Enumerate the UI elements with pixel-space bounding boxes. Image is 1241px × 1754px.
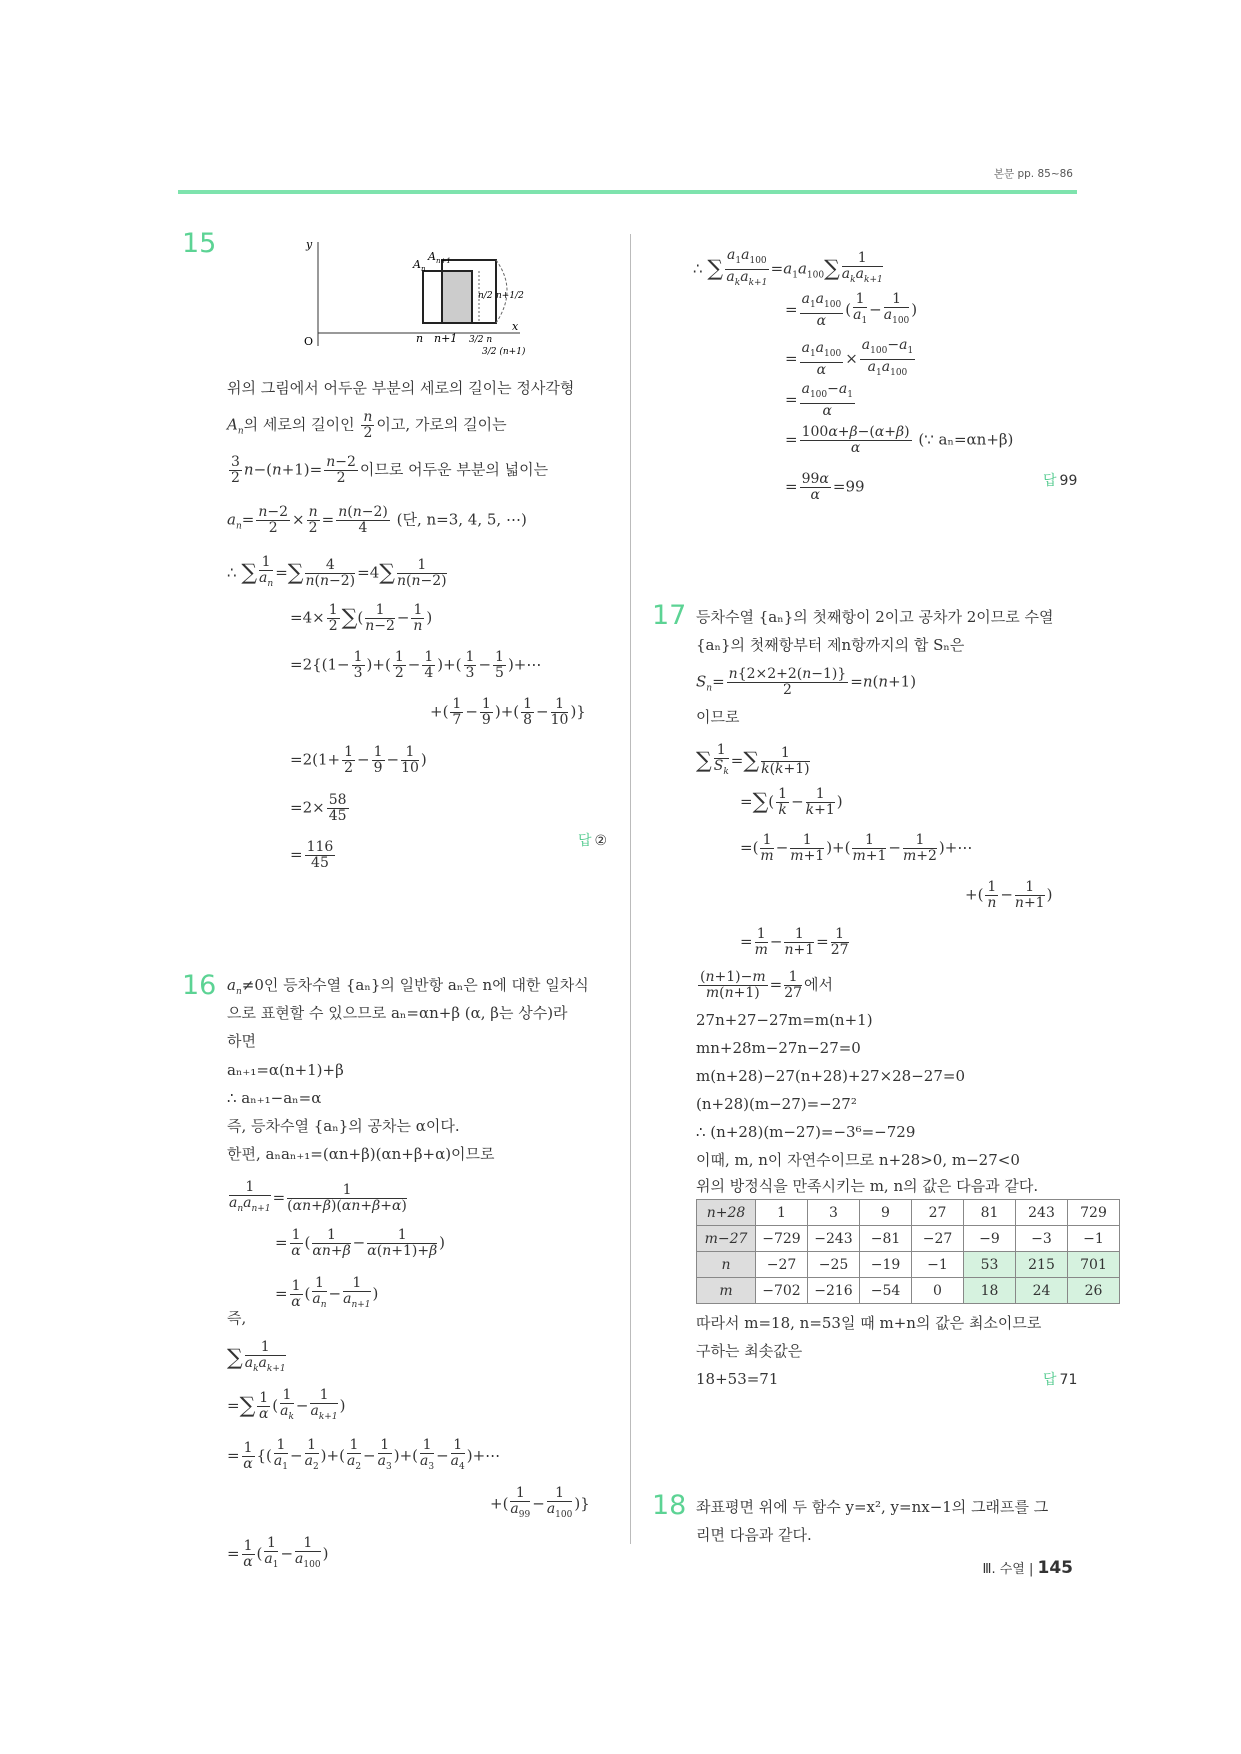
table-cell: −1 bbox=[1068, 1226, 1120, 1252]
page-footer: Ⅲ. 수열 | 145 bbox=[982, 1558, 1073, 1578]
table-cell: 9 bbox=[860, 1200, 912, 1226]
label-A2-sub: n+1 bbox=[436, 257, 451, 265]
q17-eq1: 27n+27−27m=m(n+1) bbox=[696, 1011, 873, 1029]
q17-eq3: m(n+28)−27(n+28)+27×28−27=0 bbox=[696, 1067, 965, 1085]
q16-line2: 으로 표현할 수 있으므로 aₙ=αn+β (α, β는 상수)라 bbox=[227, 1004, 568, 1022]
table-cell: −702 bbox=[756, 1278, 808, 1304]
q16-eq4: ∑ 1 $a_ka_{k+1}$ bbox=[227, 1339, 286, 1374]
table-cell: 0 bbox=[912, 1278, 964, 1304]
question-number-17: 17 bbox=[652, 600, 687, 631]
q15-line1: 위의 그림에서 어두운 부분의 세로의 길이는 정사각형 bbox=[227, 379, 575, 397]
label-n1: n+1 bbox=[434, 332, 458, 345]
label-3-2n1: 3/2 (n+1) bbox=[482, 347, 526, 357]
q16-eq2: = $\frac{1}{\alpha}$ ( $\frac{1}{\alpha n+\beta}$ − $\frac{1}{\alpha(n+1)+\beta}$ ) bbox=[275, 1227, 446, 1259]
q17-concl3: 18+53=71 bbox=[696, 1370, 779, 1388]
q17-answer: 답 71 bbox=[1043, 1372, 1078, 1388]
q16-line7: 한편, aₙaₙ₊₁=(αn+β)(αn+β+α)이므로 bbox=[227, 1145, 495, 1163]
table-cell: −1 bbox=[912, 1252, 964, 1278]
table-cell: 81 bbox=[964, 1200, 1016, 1226]
table-cell: −25 bbox=[808, 1252, 860, 1278]
q17-sn: $S_n=$ $\frac{n\{2\times 2+2(n-1)\}}{2}$ =n(n+1) bbox=[696, 666, 917, 698]
label-3-2n: 3/2 n bbox=[469, 335, 493, 345]
table-cell: −81 bbox=[860, 1226, 912, 1252]
q15-sum1: ∴ ∑ $\frac{1}{a_n}$ =∑ $\frac{4}{n(n-2)}$ =4∑ $\frac{1}{n(n-2)}$ bbox=[227, 554, 447, 589]
table-cell: 243 bbox=[1016, 1200, 1068, 1226]
table-cell: 729 bbox=[1068, 1200, 1120, 1226]
table-cell: 215 bbox=[1016, 1252, 1068, 1278]
q15-sum6: =2× $\frac{58}{45}$ bbox=[290, 792, 347, 824]
q17-line2: {aₙ}의 첫째항부터 제n항까지의 합 Sₙ은 bbox=[696, 636, 965, 654]
table-cell: −9 bbox=[964, 1226, 1016, 1252]
table-cell: 26 bbox=[1068, 1278, 1120, 1304]
q16-eq8: = $\frac{1}{\alpha}$ ( $\frac{1}{a_1}$ − $\frac{1}{a_{100}}$ ) bbox=[227, 1535, 329, 1570]
table-cell: n bbox=[697, 1252, 756, 1278]
table-cell: −729 bbox=[756, 1226, 808, 1252]
label-n1-half: n+1/2 bbox=[496, 291, 524, 301]
q17-solution-table bbox=[696, 1199, 1120, 1304]
question-number-18: 18 bbox=[652, 1490, 687, 1521]
header-rule bbox=[178, 190, 1077, 194]
q17-eq5: ∴ (n+28)(m−27)=−3⁶=−729 bbox=[696, 1123, 916, 1141]
q17-sum2: =∑( $\frac{1}{k}$ − $\frac{1}{k+1}$ ) bbox=[740, 786, 843, 818]
q15-figure bbox=[290, 238, 570, 358]
q16r-eq3: = $\frac{a_1a_{100}}{\alpha}$ × $\frac{a_{100}-a_1}{a_1a_{100}}$ bbox=[785, 337, 914, 378]
table-cell: −3 bbox=[1016, 1226, 1068, 1252]
q15-line2: $A_n$의 세로의 길이인 $\frac{n}{2}$ 이고, 가로의 길이는 bbox=[227, 409, 507, 441]
q17-concl1: 따라서 m=18, n=53일 때 m+n의 값은 최소이므로 bbox=[696, 1314, 1042, 1332]
q16-eq3: = $\frac{1}{\alpha}$ ( $\frac{1}{a_n}$ − $\frac{1}{a_{n+1}}$ ) bbox=[275, 1275, 379, 1310]
label-n-half: n/2 bbox=[478, 291, 493, 301]
label-A: A bbox=[413, 258, 421, 271]
q15-sum2: =4× $\frac{1}{2}$ ∑( $\frac{1}{n-2}$ − $\frac{1}{n}$ ) bbox=[290, 602, 433, 634]
question-number-16: 16 bbox=[182, 970, 217, 1001]
label-A-sub: n bbox=[421, 265, 426, 273]
table-cell: −19 bbox=[860, 1252, 912, 1278]
table-row bbox=[697, 1226, 1120, 1252]
table-cell: 24 bbox=[1016, 1278, 1068, 1304]
q18-line2: 리면 다음과 같다. bbox=[696, 1526, 812, 1544]
chapter-label: Ⅲ. 수열 bbox=[982, 1562, 1025, 1577]
table-row bbox=[697, 1200, 1120, 1226]
q16r-eq2: = $\frac{a_1a_{100}}{\alpha}$ ( $\frac{1}{a_1}$ − $\frac{1}{a_{100}}$ ) bbox=[785, 291, 918, 329]
shaded-region bbox=[442, 271, 472, 323]
table-cell: −27 bbox=[912, 1226, 964, 1252]
q15-sum7: = $\frac{116}{45}$ bbox=[290, 839, 334, 871]
q16r-eq4: = $\frac{a_{100}-a_1}{\alpha}$ bbox=[785, 381, 853, 419]
x-axis-label: x bbox=[512, 320, 519, 333]
q15-sum4: +( $\frac{1}{7}$ − $\frac{1}{9}$ )+( $\frac{1}{8}$ − $\frac{1}{10}$ )} bbox=[430, 696, 586, 728]
table-cell: −243 bbox=[808, 1226, 860, 1252]
q17-eq4: (n+28)(m−27)=−27² bbox=[696, 1095, 857, 1113]
table-row bbox=[697, 1278, 1120, 1304]
table-cell: −216 bbox=[808, 1278, 860, 1304]
q16r-eq6: = $\frac{99\alpha}{\alpha}$ =99 bbox=[785, 471, 865, 503]
label-A2: A bbox=[428, 250, 436, 263]
q17-sum5: = $\frac{1}{m}$ − $\frac{1}{n+1}$ = $\frac{1}{27}$ bbox=[740, 926, 849, 958]
q15-answer: 답 ② bbox=[578, 833, 608, 849]
q16-eq5: =∑ $\frac{1}{\alpha}$ ( $\frac{1}{a_k}$ − $\frac{1}{a_{k+1}}$ ) bbox=[227, 1387, 346, 1422]
q17-sum3: =( $\frac{1}{m}$ − $\frac{1}{m+1}$ )+( $\frac{1}{m+1}$ − $\frac{1}{m+2}$ )+⋯ bbox=[740, 832, 973, 864]
label-n: n bbox=[416, 332, 424, 345]
table-cell: 18 bbox=[964, 1278, 1016, 1304]
q17-line1: 등차수열 {aₙ}의 첫째항이 2이고 공차가 2이므로 수열 bbox=[696, 608, 1054, 626]
q16-line8: 즉, bbox=[227, 1309, 247, 1327]
q15-sum3: =2{(1− $\frac{1}{3}$ )+( $\frac{1}{2}$ − $\frac{1}{4}$ )+( $\frac{1}{3}$ − $\frac{1}{5}$ )+⋯ bbox=[290, 649, 542, 681]
q17-line3: 이므로 bbox=[696, 708, 740, 726]
table-cell: 1 bbox=[756, 1200, 808, 1226]
table-cell: −27 bbox=[756, 1252, 808, 1278]
q16-answer: 답 99 bbox=[1043, 473, 1078, 489]
q17-sum4: +( $\frac{1}{n}$ − $\frac{1}{n+1}$ ) bbox=[965, 879, 1053, 911]
q16-line4: aₙ₊₁=α(n+1)+β bbox=[227, 1061, 344, 1079]
q16-line6: 즉, 등차수열 {aₙ}의 공차는 α이다. bbox=[227, 1117, 460, 1135]
table-cell: 53 bbox=[964, 1252, 1016, 1278]
q17-eq2: mn+28m−27n−27=0 bbox=[696, 1039, 861, 1057]
q18-line1: 좌표평면 위에 두 함수 y=x², y=nx−1의 그래프를 그 bbox=[696, 1498, 1049, 1516]
q17-eq0: $\frac{(n+1)-m}{m(n+1)}$ = $\frac{1}{27}$ 에서 bbox=[700, 969, 834, 1001]
table-cell: n+28 bbox=[697, 1200, 756, 1226]
page-reference: 본문 pp. 85~86 bbox=[993, 168, 1073, 180]
q17-eq7: 위의 방정식을 만족시키는 m, n의 값은 다음과 같다. bbox=[696, 1177, 1039, 1195]
page-number: 145 bbox=[1037, 1558, 1073, 1578]
table-cell: m−27 bbox=[697, 1226, 756, 1252]
question-number-15: 15 bbox=[182, 228, 217, 259]
q16r-eq1: ∴ ∑ $a_1a_{100}$ $a_ka_{k+1}$ $=a_1a_{100}\sum$ 1 $a_ka_{k+1}$ bbox=[693, 247, 883, 288]
q15-line3: $\frac{3}{2}$ n−(n+1)= $\frac{n-2}{2}$ 이므로 어두운 부분의 넓이는 bbox=[231, 454, 549, 486]
q16-line5: ∴ aₙ₊₁−aₙ=α bbox=[227, 1089, 322, 1107]
q16-line3: 하면 bbox=[227, 1032, 256, 1050]
table-cell: 27 bbox=[912, 1200, 964, 1226]
q15-line4: $a_n=$ $\frac{n-2}{2}$ × $\frac{n}{2}$ = $\frac{n(n-2)}{4}$ (단, n=3, 4, 5, ⋯) bbox=[227, 504, 527, 536]
q17-eq6: 이때, m, n이 자연수이므로 n+28>0, m−27<0 bbox=[696, 1151, 1020, 1169]
table-cell: 3 bbox=[808, 1200, 860, 1226]
q17-concl2: 구하는 최솟값은 bbox=[696, 1342, 803, 1360]
y-axis-label: y bbox=[306, 238, 313, 251]
q16-eq7: +( $\frac{1}{a_{99}}$ − $\frac{1}{a_{100}}$ )} bbox=[490, 1485, 590, 1520]
q16-eq1: 1 $a_na_{n+1}$ = $\frac{1}{(\alpha n+\beta)(\alpha n+\beta+\alpha)}$ bbox=[229, 1179, 407, 1214]
q16-line1: $a_n\ne 0$인 등차수열 {aₙ}의 일반항 aₙ은 n에 대한 일차식 bbox=[227, 976, 589, 997]
table-cell: 701 bbox=[1068, 1252, 1120, 1278]
q17-sum1: ∑ $\frac{1}{S_k}$ =∑ $\frac{1}{k(k+1)}$ bbox=[696, 742, 810, 777]
table-cell: m bbox=[697, 1278, 756, 1304]
q16r-eq5: = $\frac{100\alpha+\beta-(\alpha+\beta)}{\alpha}$ (∵ aₙ=αn+β) bbox=[785, 424, 1014, 456]
column-divider bbox=[630, 234, 631, 1544]
q15-sum5: =2(1+ $\frac{1}{2}$ − $\frac{1}{9}$ − $\frac{1}{10}$ ) bbox=[290, 744, 427, 776]
origin-label: O bbox=[304, 335, 314, 348]
table-cell: −54 bbox=[860, 1278, 912, 1304]
table-row bbox=[697, 1252, 1120, 1278]
q16-eq6: = $\frac{1}{\alpha}$ {( $\frac{1}{a_1}$ − $\frac{1}{a_2}$ )+( $\frac{1}{a_2}$ − $\frac{1}{a_3}$ )+( $\frac{1}{a_3}$ − $\frac{1}{a_4}$ )+⋯ bbox=[227, 1437, 501, 1472]
